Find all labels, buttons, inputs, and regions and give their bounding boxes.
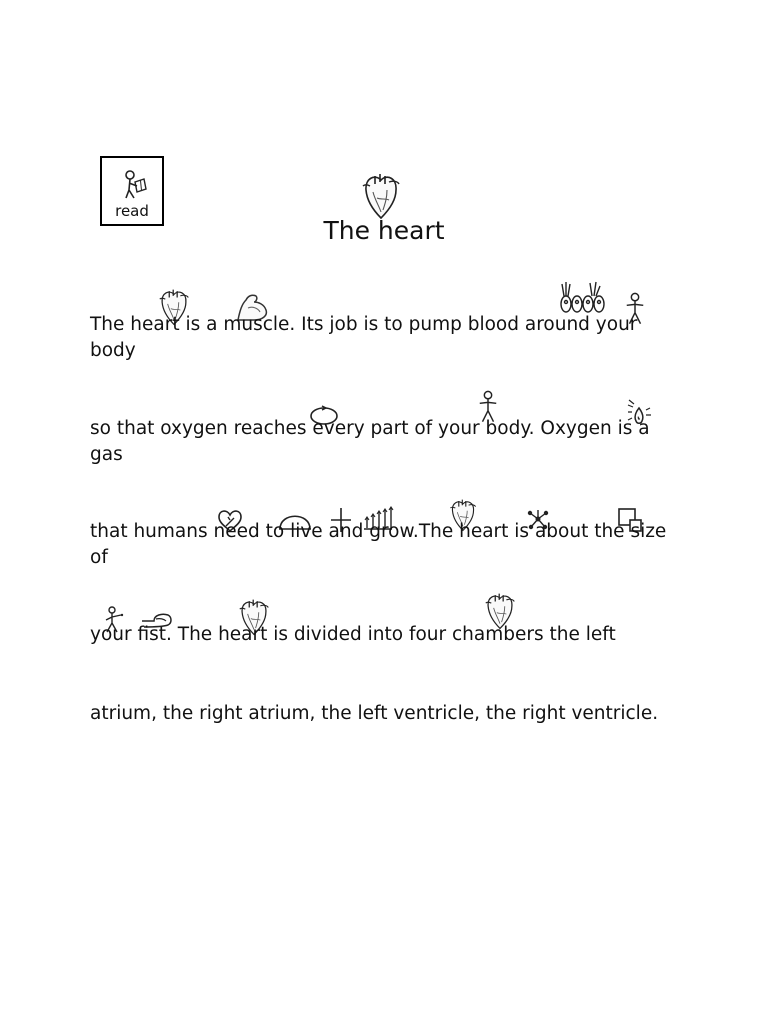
paragraph-line-5: atrium, the right atrium, the left ventricle, the right ventricle. — [90, 703, 659, 724]
paragraph-line-3: that humans need to live and grow.The heart is about the size of — [90, 521, 667, 568]
heart-organ-icon — [361, 172, 401, 220]
reading-person-icon — [122, 170, 148, 200]
page-title: The heart — [323, 216, 445, 245]
paragraph-line-1: The heart is a muscle. Its job is to pump blood around your body — [90, 314, 638, 361]
paragraph-line-4: your fist. The heart is divided into four chambers the left — [90, 624, 616, 645]
people-group-icon — [558, 280, 608, 316]
paragraph-line-2: so that oxygen reaches every part of your body. Oxygen is a gas — [90, 418, 650, 465]
read-label: read — [115, 202, 149, 220]
